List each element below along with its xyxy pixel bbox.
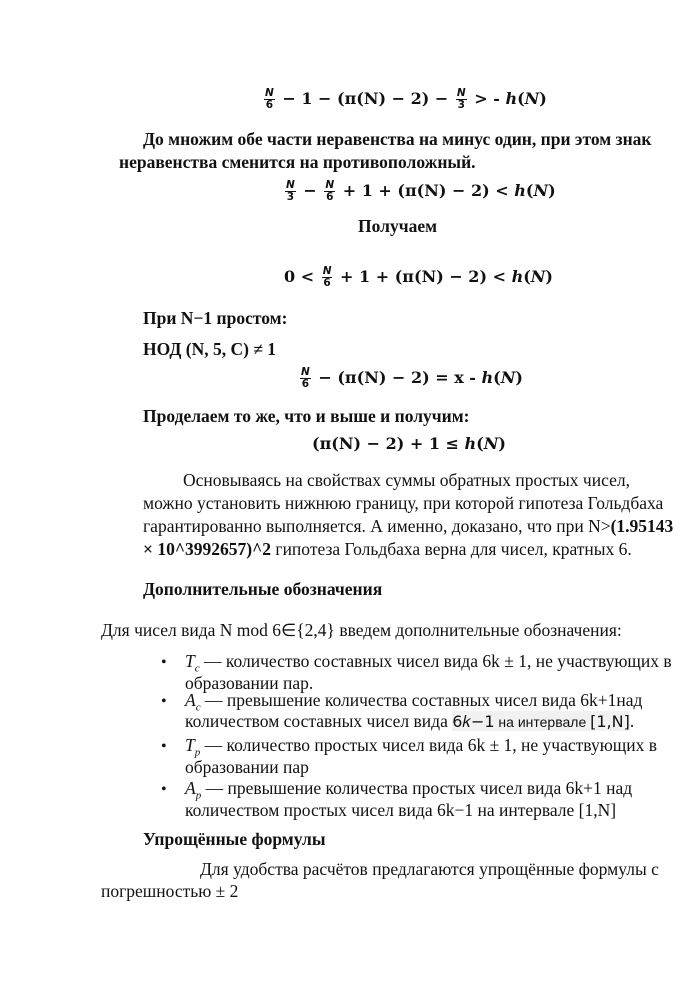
bullet-list-item: • $A_p$ — превышение количества простых чисел вида 6k+1 над	[161, 778, 633, 802]
intro-line: Для чисел вида N mod 6∈{2,4} введем дополнительные обозначения:	[101, 620, 622, 640]
bullet-list-item: • $T_p$ — количество простых чисел вида 6k ± 1, не участвующих в	[161, 735, 658, 759]
fraction: $\frac{N}{6}$	[265, 87, 274, 111]
bullet-icon: •	[161, 654, 167, 671]
paragraph-line: неравенства сменится на противоположный.	[119, 152, 476, 172]
paragraph-line: Основываясь на свойствах суммы обратных простых чисел,	[183, 470, 630, 490]
bullet-line: количеством простых чисел вида 6k−1 на интервале [1,N]	[185, 800, 617, 820]
paragraph-line: Проделаем то же, что и выше и получим:	[143, 406, 470, 426]
bullet-icon: •	[161, 781, 167, 798]
bullet-list-item: • $T_c$ — количество составных чисел вида 6k ± 1, не участвующих в	[161, 651, 672, 675]
paragraph-line: До множим обе части неравенства на минус один, при этом знак	[143, 129, 652, 149]
fraction: $\frac{N}{6}$	[322, 265, 332, 289]
bullet-list-item: • $A_c$ — превышение количества составных чисел вида 6k+1над	[161, 690, 643, 714]
fraction: $\frac{N}{6}$	[325, 179, 335, 203]
formula-2: $\frac{N}{3}$ − $\frac{N}{6}$ + 1 + (π(N) − 2) < h(N)	[286, 179, 556, 203]
paragraph-line: погрешностью ± 2	[101, 881, 239, 901]
fraction: $\frac{N}{3}$	[456, 87, 466, 111]
paragraph-line: × 10^3992657)^2 гипотеза Гольдбаха верна для чисел, кратных 6.	[143, 539, 632, 559]
bullet-line: количеством составных чисел вида 6𝑘−1 на интервале [1,N].	[185, 711, 635, 731]
condition-label: При N−1 простом:	[143, 308, 288, 328]
paragraph-line: можно установить нижнюю границу, при которой гипотеза Гольдбаха	[143, 493, 664, 513]
bullet-line: образовании пар	[185, 757, 309, 777]
section-heading: Дополнительные обозначения	[143, 579, 383, 599]
fraction: $\frac{N}{3}$	[286, 179, 295, 203]
formula-3: 0 < $\frac{N}{6}$ + 1 + (π(N) − 2) < h(N)	[284, 265, 553, 289]
paragraph-line: Для удобства расчётов предлагаются упрощённые формулы с	[200, 859, 659, 879]
bullet-line: образовании пар.	[185, 673, 314, 693]
formula-4: $\frac{N}{6}$ − (π(N) − 2) = x - h(N)	[301, 366, 523, 390]
section-heading: Упрощённые формулы	[143, 829, 326, 849]
formula-5: (π(N) − 2) + 1 ≤ h(N)	[312, 434, 506, 453]
condition-gcd: НОД (N, 5, C) ≠ 1	[143, 339, 277, 359]
bullet-icon: •	[161, 738, 167, 755]
paragraph-line: гарантированно выполняется. А именно, доказано, что при N>(1.95143	[143, 516, 674, 536]
section-label: Получаем	[358, 216, 438, 236]
bullet-icon: •	[161, 693, 167, 710]
formula-1: $\frac{N}{6}$ − 1 − (π(N) − 2) − $\frac{N}{3}$ > - h(N)	[265, 87, 547, 111]
fraction: $\frac{N}{6}$	[301, 366, 310, 390]
